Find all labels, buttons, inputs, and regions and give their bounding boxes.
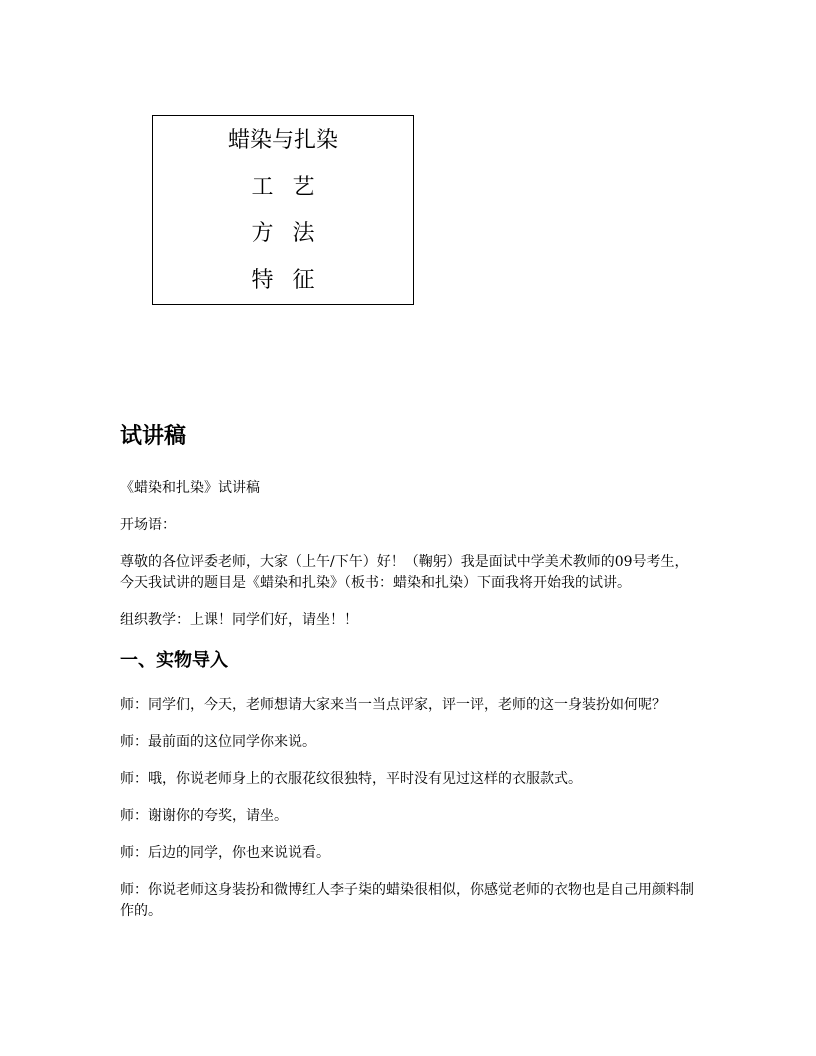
document-heading: 试讲稿	[120, 424, 187, 449]
board-item-craft: 工 艺	[251, 175, 321, 200]
paragraph-dialogue: 师：谢谢你的夸奖，请坐。	[120, 808, 288, 824]
paragraph-dialogue: 师：后边的同学，你也来说说看。	[120, 845, 330, 861]
document-body	[120, 420, 700, 938]
board-title: 蜡染与扎染	[227, 128, 338, 153]
section-heading: 一、实物导入	[120, 650, 228, 671]
paragraph-dialogue: 师：哦，你说老师身上的衣服花纹很独特，平时没有见过这样的衣服款式。	[120, 771, 582, 787]
paragraph-title: 《蜡染和扎染》试讲稿	[120, 480, 260, 496]
board-item-method: 方 法	[251, 221, 321, 246]
board-item-feature: 特 征	[251, 268, 321, 293]
paragraph-opening-label: 开场语：	[120, 517, 176, 533]
blackboard-box	[152, 115, 414, 305]
paragraph-dialogue: 师：最前面的这位同学你来说。	[120, 734, 316, 750]
paragraph-dialogue: 师：你说老师这身装扮和微博红人李子柒的蜡染很相似，你感觉老师的衣物也是自己用颜料制作的。	[120, 882, 694, 919]
paragraph-organize: 组织教学：上课！同学们好，请坐！！	[120, 612, 358, 628]
paragraph-dialogue: 师：同学们，今天，老师想请大家来当一当点评家，评一评，老师的这一身装扮如何呢？	[120, 697, 666, 713]
paragraph-greeting: 尊敬的各位评委老师，大家（上午/下午）好！（鞠躬）我是面试中学美术教师的09号考生，今天我试讲的题目是《蜡染和扎染》（板书：蜡染和扎染）下面我将开始我的试讲。	[120, 554, 689, 591]
